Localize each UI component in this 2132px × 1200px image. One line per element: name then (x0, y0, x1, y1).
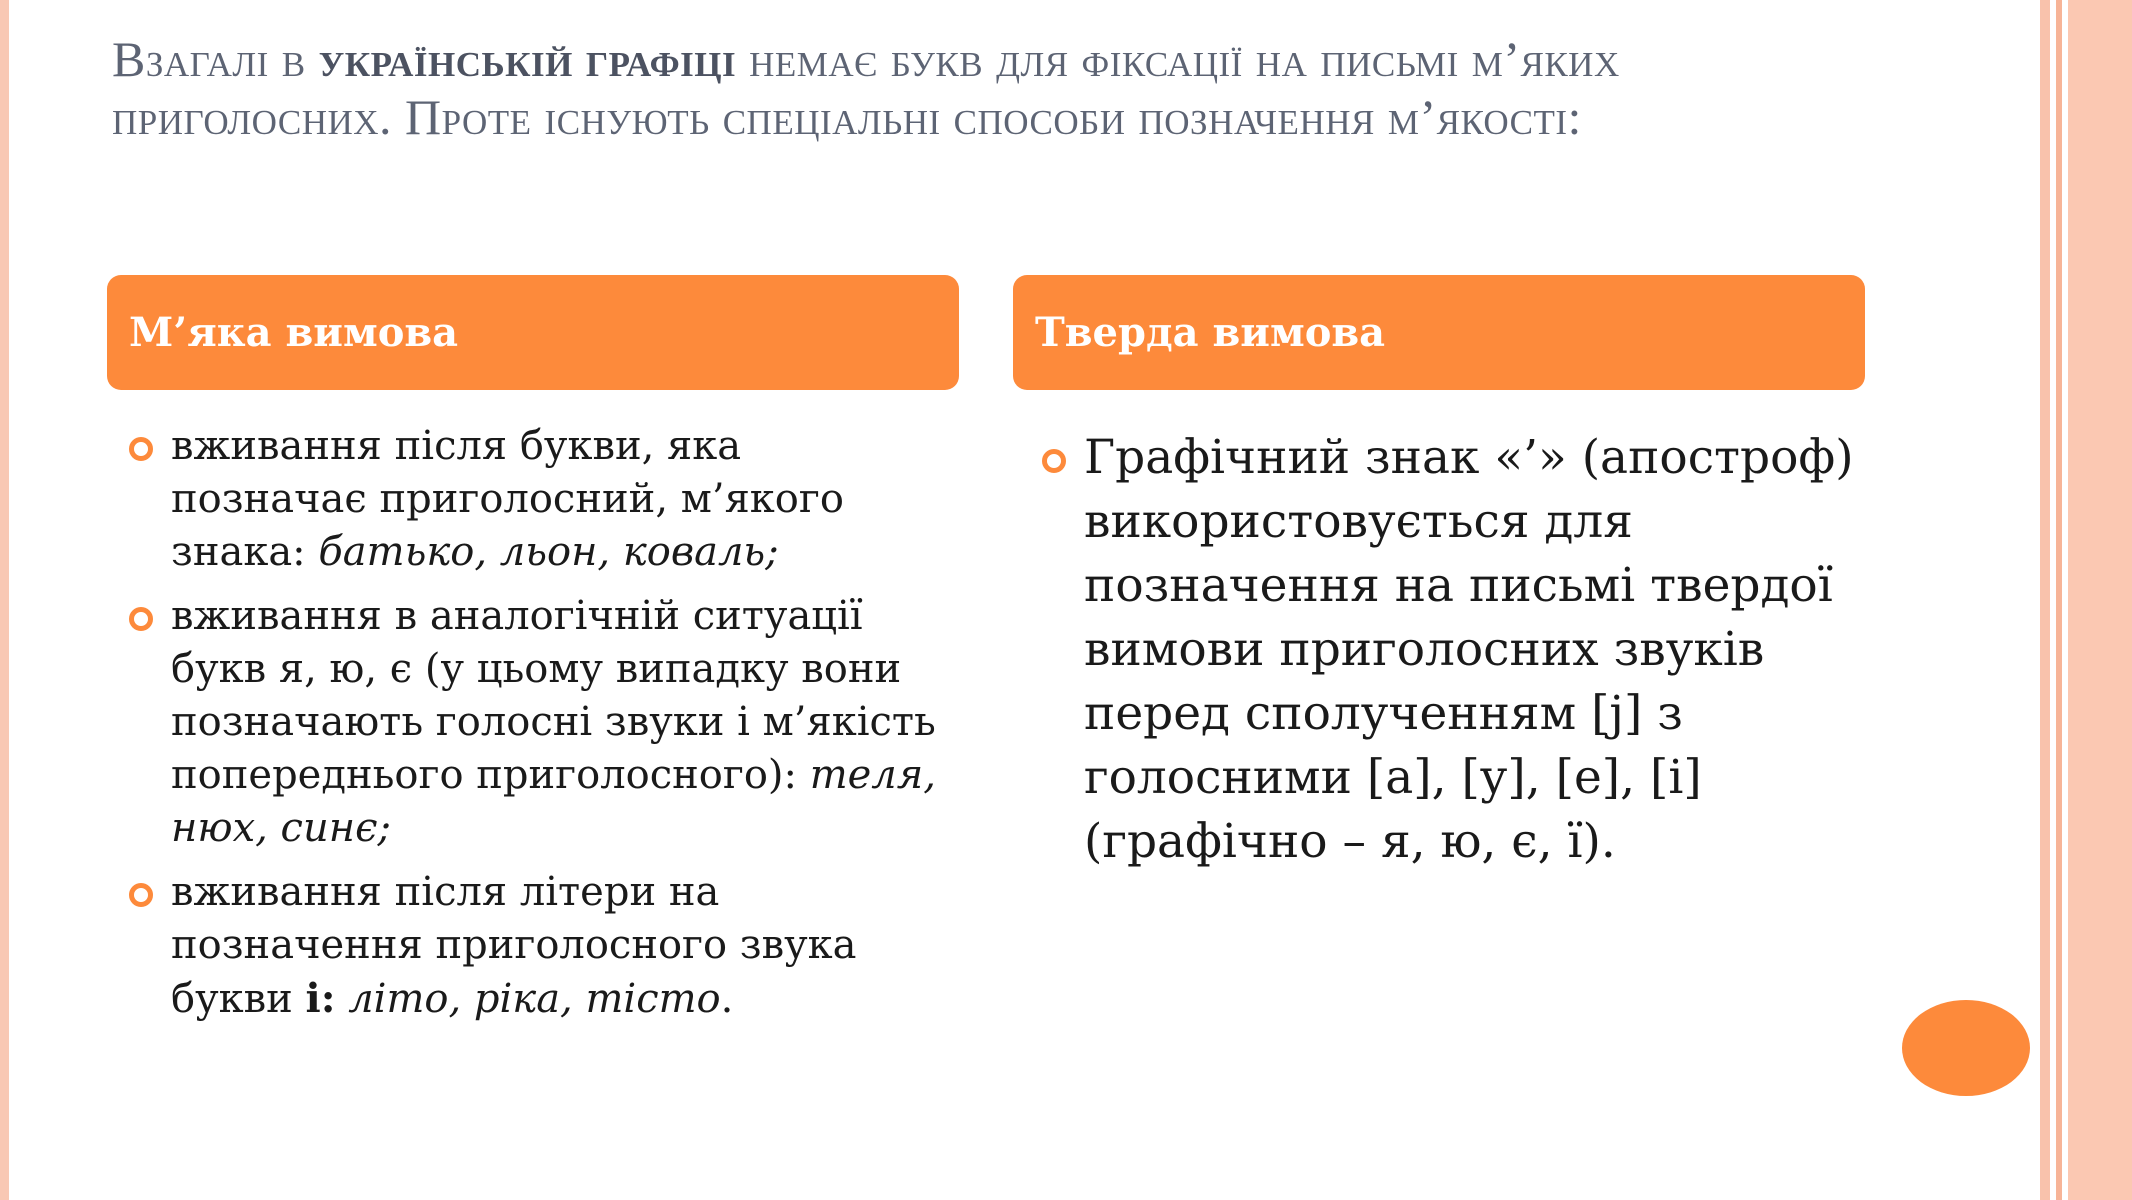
list-item (125, 590, 945, 855)
soft-pronunciation-list (125, 420, 945, 1037)
item-text: вживання після літери на позначення приголосного звука букви (171, 869, 857, 1022)
bullet-ring-icon (1042, 449, 1066, 473)
slide-title (112, 30, 1832, 146)
hard-pronunciation-list (1038, 426, 1898, 874)
bullet-ring-icon (129, 437, 153, 461)
bullet-ring-icon (129, 607, 153, 631)
title-bold: українській графіці (318, 31, 737, 87)
item-examples: літо, ріка, тісто (335, 976, 721, 1022)
item-examples: теля, нюх, синє; (171, 752, 936, 851)
left-decor-stripe (0, 0, 9, 1200)
item-examples: батько, льон, коваль; (318, 529, 779, 575)
soft-pronunciation-header (107, 275, 959, 390)
title-part-1: Взагалі в (112, 31, 319, 87)
right-decor-stripes (2040, 0, 2132, 1200)
soft-header-label: М’яка вимова (129, 309, 459, 356)
decorative-orange-circle (1902, 1000, 2030, 1096)
title-part-2: немає букв для фіксації на письмі м’яких приголосних. Проте існують спеціальні способи позначення м’якості: (112, 31, 1620, 145)
list-item (125, 866, 945, 1026)
list-item (125, 420, 945, 579)
bullet-ring-icon (129, 883, 153, 907)
item-text: Графічний знак «’» (апостроф) використовується для позначення на письмі твердої вимови приголосних звуків перед сполученням [j] з голосними [а], [у], [е], [і] (графічно – я, ю, є, ї). (1084, 430, 1854, 869)
item-end: . (720, 976, 734, 1022)
item-bold-letter: і: (305, 975, 336, 1022)
hard-pronunciation-header (1013, 275, 1865, 390)
hard-header-label: Тверда вимова (1035, 309, 1386, 356)
item-text: вживання після букви, яка позначає приголосний, м’якого знака: (171, 423, 844, 575)
list-item (1038, 426, 1898, 874)
item-text: вживання в аналогічній ситуації букв я, ю, є (у цьому випадку вони позначають голосні звуки і м’якість попереднього приголосного): (171, 593, 936, 798)
